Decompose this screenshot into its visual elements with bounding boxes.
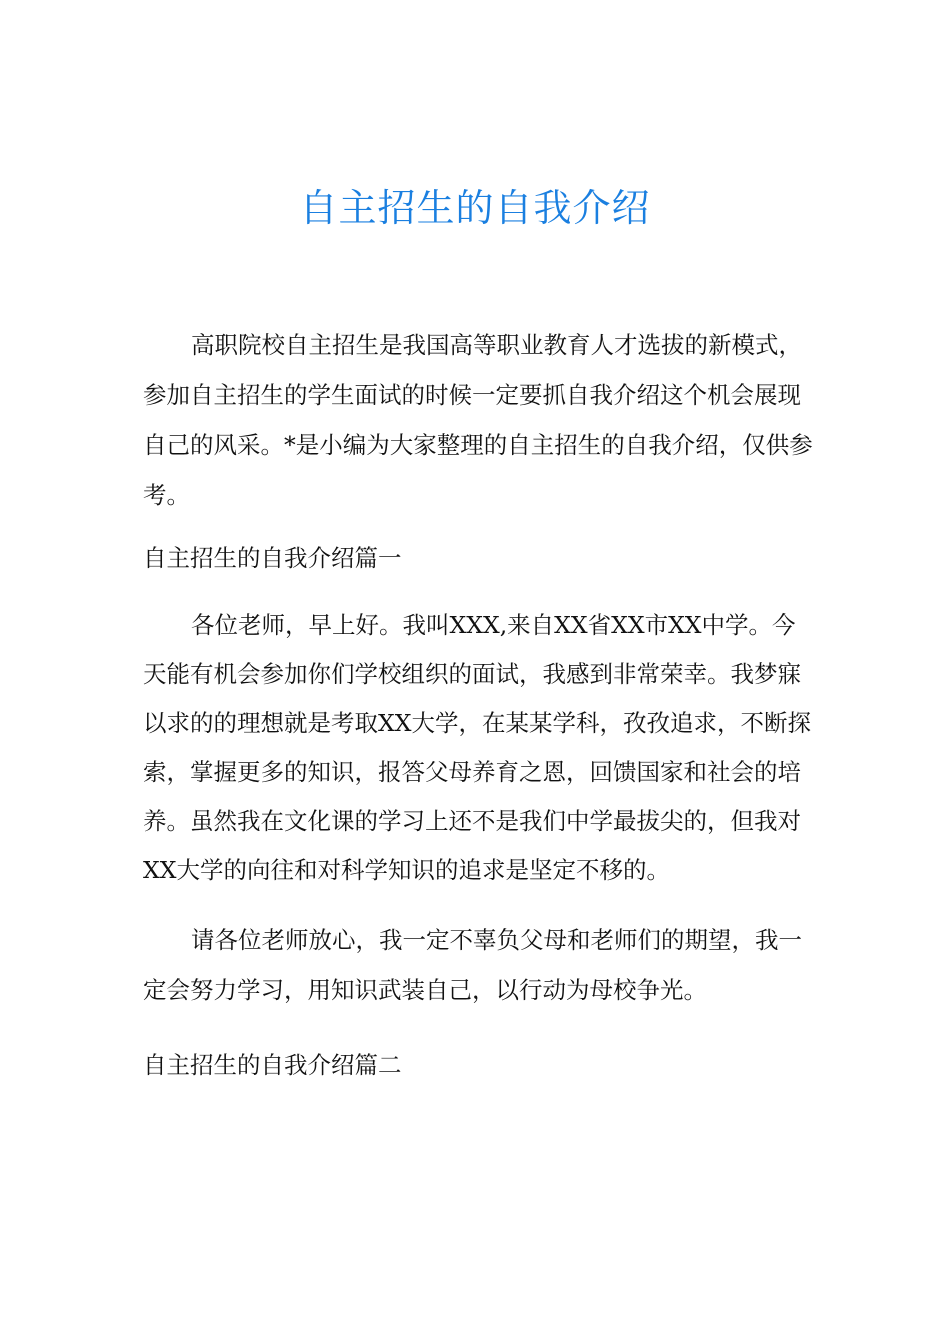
document-title: 自主招生的自我介绍	[299, 186, 651, 230]
section1-paragraph-2: 请各位老师放心，我一定不辜负父母和老师们的期望，我一定会努力学习，用知识武装自己，以行动为母校争光。	[143, 926, 802, 1004]
section1-paragraph-1: 各位老师，早上好。我叫XXX,来自XX省XX市XX中学。今天能有机会参加你们学校组织的面试，我感到非常荣幸。我梦寐以求的的理想就是考取XX大学，在某某学科，孜孜追求，不断探索，掌握更多的知识，报答父母养育之恩，回馈国家和社会的培养。虽然我在文化课的学习上还不是我们中学最拔尖的，但我对XX大学的向往和对科学知识的追求是坚定不移的。	[143, 611, 811, 884]
section1-heading: 自主招生的自我介绍篇一	[143, 544, 402, 572]
section2-heading: 自主招生的自我介绍篇二	[143, 1051, 402, 1079]
intro-paragraph: 高职院校自主招生是我国高等职业教育人才选拔的新模式，参加自主招生的学生面试的时候一定要抓自我介绍这个机会展现自己的风采。*是小编为大家整理的自主招生的自我介绍，仅供参考。	[143, 331, 813, 509]
